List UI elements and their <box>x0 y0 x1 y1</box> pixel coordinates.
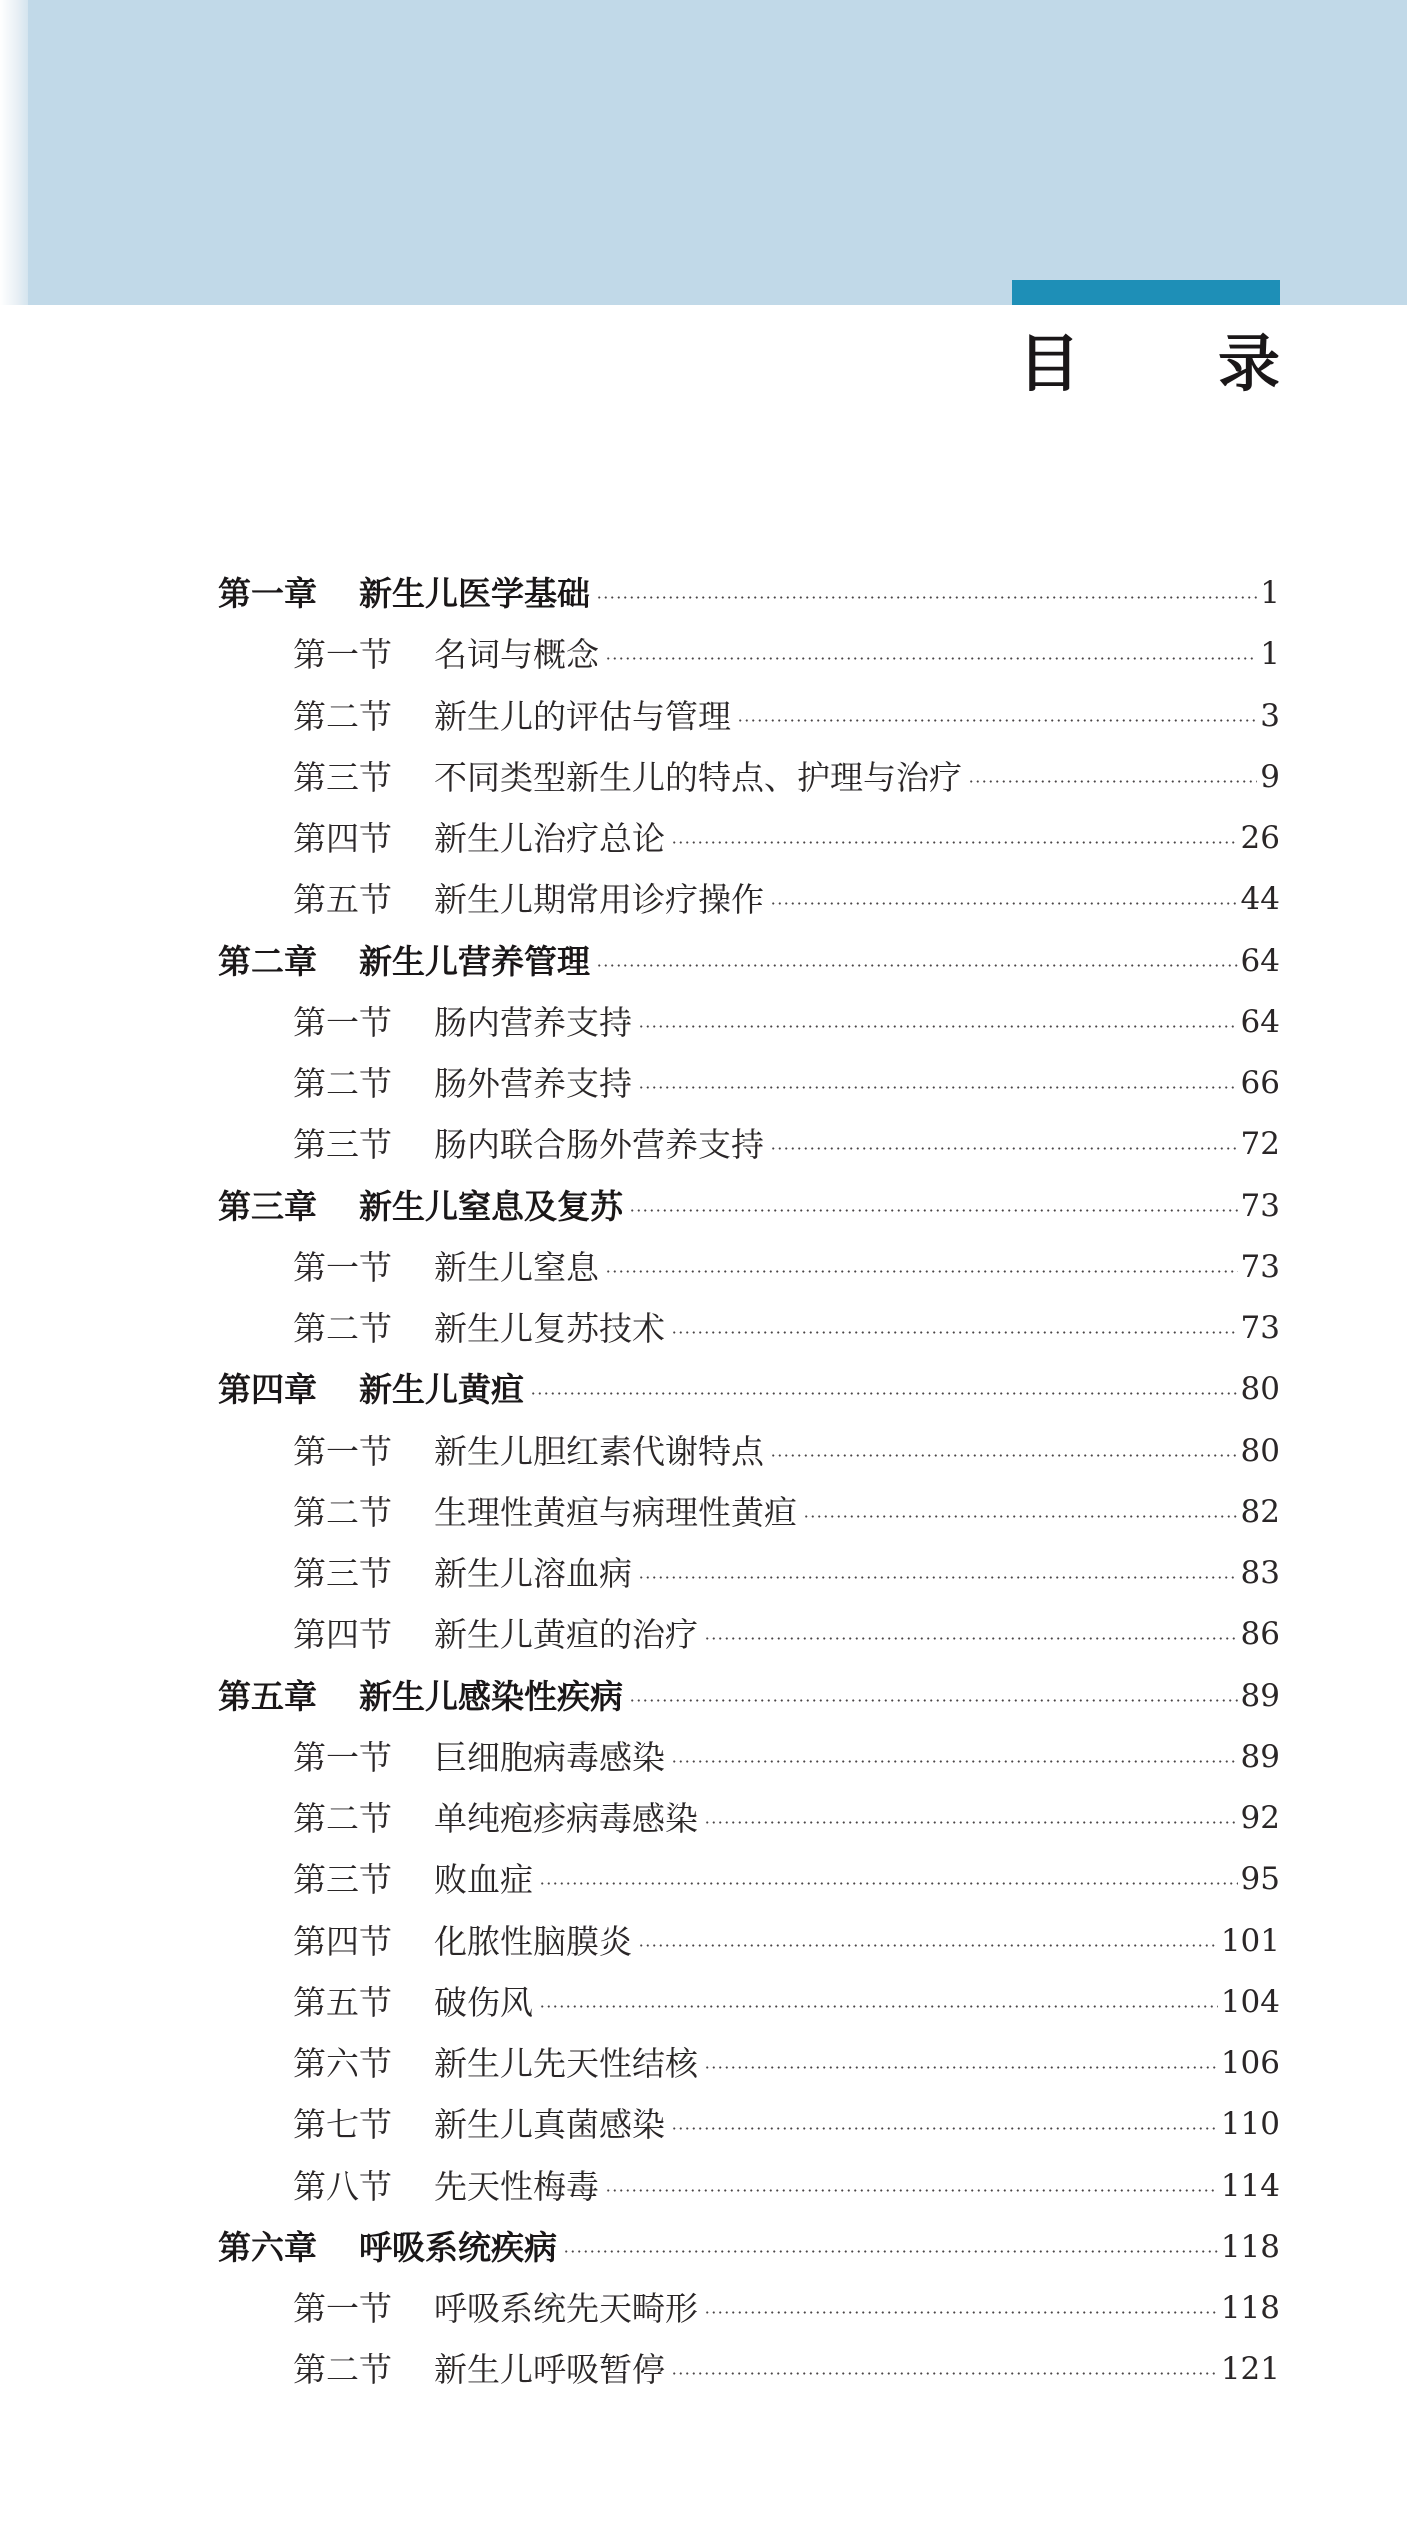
toc-page-number: 64 <box>1240 1003 1280 1040</box>
toc-entry-title: 肠内联合肠外营养支持 <box>434 1125 764 1165</box>
toc-chapter-entry[interactable] <box>218 931 1280 992</box>
toc-entry-number: 第二节 <box>293 1492 392 1532</box>
toc-dot-leader <box>671 841 1238 844</box>
toc-entry-number: 第六节 <box>293 2044 392 2084</box>
toc-page-number: 73 <box>1240 1248 1280 1285</box>
toc-dot-leader <box>770 1454 1238 1457</box>
toc-section-entry[interactable] <box>218 1482 1280 1543</box>
toc-section-entry[interactable] <box>218 1727 1280 1788</box>
toc-dot-leader <box>530 1392 1238 1395</box>
toc-dot-leader <box>596 596 1257 599</box>
toc-dot-leader <box>671 2372 1218 2375</box>
toc-dot-leader <box>539 1882 1238 1885</box>
page-title-char-2: 录 <box>1217 326 1280 400</box>
toc-dot-leader <box>563 2250 1218 2253</box>
toc-page-number: 106 <box>1220 2045 1280 2082</box>
toc-page-number: 104 <box>1220 1983 1280 2020</box>
header-accent-bar <box>1012 280 1280 305</box>
toc-entry-title: 新生儿医学基础 <box>359 574 590 614</box>
toc-entry-number: 第二节 <box>293 1309 392 1349</box>
toc-entry-title: 新生儿黄疸的治疗 <box>434 1615 698 1655</box>
toc-dot-leader <box>638 1576 1238 1579</box>
toc-page-number: 80 <box>1240 1371 1280 1408</box>
toc-chapter-entry[interactable] <box>218 2217 1280 2278</box>
toc-page-number: 82 <box>1240 1493 1280 1530</box>
toc-entry-title: 新生儿胆红素代谢特点 <box>434 1431 764 1471</box>
toc-entry-number: 第五节 <box>293 880 392 920</box>
toc-entry-number: 第一节 <box>293 1247 392 1287</box>
toc-page-number: 1 <box>1260 636 1280 673</box>
toc-dot-leader <box>968 780 1257 783</box>
toc-dot-leader <box>638 1025 1238 1028</box>
toc-page-number: 101 <box>1220 1922 1280 1959</box>
toc-page-number: 86 <box>1240 1616 1280 1653</box>
toc-page-number: 73 <box>1240 1310 1280 1347</box>
toc-section-entry[interactable] <box>218 1053 1280 1114</box>
toc-dot-leader <box>704 1821 1238 1824</box>
toc-page-number: 80 <box>1240 1432 1280 1469</box>
toc-entry-title: 单纯疱疹病毒感染 <box>434 1799 698 1839</box>
toc-page-number: 89 <box>1240 1738 1280 1775</box>
toc-section-entry[interactable] <box>218 1237 1280 1298</box>
toc-entry-number: 第一节 <box>293 1737 392 1777</box>
toc-page-number: 26 <box>1240 820 1280 857</box>
toc-entry-number: 第八节 <box>293 2166 392 2206</box>
toc-entry-number: 第一节 <box>293 635 392 675</box>
toc-page-number: 95 <box>1240 1861 1280 1898</box>
toc-page-number: 89 <box>1240 1677 1280 1714</box>
toc-section-entry[interactable] <box>218 1604 1280 1665</box>
toc-entry-number: 第二节 <box>293 1799 392 1839</box>
toc-page-number: 73 <box>1240 1187 1280 1224</box>
toc-chapter-entry[interactable] <box>218 1176 1280 1237</box>
page-title <box>1018 318 1280 398</box>
toc-entry-number: 第二节 <box>293 2350 392 2390</box>
toc-section-entry[interactable] <box>218 747 1280 808</box>
toc-page-number: 9 <box>1260 758 1280 795</box>
toc-entry-title: 化脓性脑膜炎 <box>434 1921 632 1961</box>
toc-section-entry[interactable] <box>218 1911 1280 1972</box>
toc-entry-number: 第三节 <box>293 1554 392 1594</box>
table-of-contents <box>218 563 1280 2401</box>
page-title-char-1: 目 <box>1018 326 1081 400</box>
toc-page-number: 3 <box>1260 697 1280 734</box>
toc-section-entry[interactable] <box>218 624 1280 685</box>
toc-entry-title: 名词与概念 <box>434 635 599 675</box>
toc-dot-leader <box>605 1270 1238 1273</box>
toc-entry-title: 肠外营养支持 <box>434 1064 632 1104</box>
toc-entry-title: 新生儿的评估与管理 <box>434 696 731 736</box>
toc-dot-leader <box>596 964 1238 967</box>
toc-section-entry[interactable] <box>218 1543 1280 1604</box>
toc-page-number: 44 <box>1240 881 1280 918</box>
toc-entry-number: 第三节 <box>293 1860 392 1900</box>
toc-entry-number: 第七节 <box>293 2105 392 2145</box>
toc-page-number: 66 <box>1240 1065 1280 1102</box>
toc-entry-title: 新生儿溶血病 <box>434 1554 632 1594</box>
toc-entry-number: 第二节 <box>293 1064 392 1104</box>
toc-entry-number: 第五章 <box>218 1676 317 1716</box>
toc-section-entry[interactable] <box>218 2278 1280 2339</box>
toc-dot-leader <box>605 657 1257 660</box>
toc-entry-number: 第三节 <box>293 1125 392 1165</box>
toc-entry-title: 新生儿先天性结核 <box>434 2044 698 2084</box>
toc-entry-title: 新生儿呼吸暂停 <box>434 2350 665 2390</box>
toc-entry-title: 新生儿感染性疾病 <box>359 1676 623 1716</box>
toc-section-entry[interactable] <box>218 1114 1280 1175</box>
toc-chapter-entry[interactable] <box>218 1359 1280 1420</box>
toc-entry-title: 巨细胞病毒感染 <box>434 1737 665 1777</box>
toc-entry-title: 新生儿真菌感染 <box>434 2105 665 2145</box>
toc-entry-number: 第一节 <box>293 1431 392 1471</box>
toc-entry-title: 败血症 <box>434 1860 533 1900</box>
toc-page-number: 72 <box>1240 1126 1280 1163</box>
toc-section-entry[interactable] <box>218 992 1280 1053</box>
toc-page-number: 118 <box>1220 2290 1280 2327</box>
toc-page-number: 83 <box>1240 1555 1280 1592</box>
toc-entry-title: 肠内营养支持 <box>434 1002 632 1042</box>
toc-entry-title: 新生儿营养管理 <box>359 941 590 981</box>
toc-page-number: 118 <box>1220 2228 1280 2265</box>
toc-section-entry[interactable] <box>218 2339 1280 2400</box>
toc-section-entry[interactable] <box>218 869 1280 930</box>
toc-section-entry[interactable] <box>218 1972 1280 2033</box>
toc-dot-leader <box>638 1086 1238 1089</box>
header-band <box>28 0 1407 305</box>
toc-dot-leader <box>539 2005 1218 2008</box>
toc-section-entry[interactable] <box>218 1849 1280 1910</box>
toc-dot-leader <box>605 2189 1218 2192</box>
toc-dot-leader <box>671 1331 1238 1334</box>
toc-entry-title: 新生儿黄疸 <box>359 1370 524 1410</box>
toc-chapter-entry[interactable] <box>218 1666 1280 1727</box>
toc-entry-number: 第二节 <box>293 696 392 736</box>
toc-section-entry[interactable] <box>218 2094 1280 2155</box>
toc-dot-leader <box>629 1209 1238 1212</box>
toc-dot-leader <box>770 1147 1238 1150</box>
toc-entry-title: 先天性梅毒 <box>434 2166 599 2206</box>
toc-dot-leader <box>704 1637 1238 1640</box>
toc-entry-title: 呼吸系统疾病 <box>359 2227 557 2267</box>
toc-entry-title: 新生儿期常用诊疗操作 <box>434 880 764 920</box>
toc-entry-number: 第六章 <box>218 2227 317 2267</box>
toc-section-entry[interactable] <box>218 2033 1280 2094</box>
toc-section-entry[interactable] <box>218 2156 1280 2217</box>
toc-chapter-entry[interactable] <box>218 563 1280 624</box>
toc-entry-number: 第三章 <box>218 1186 317 1226</box>
toc-section-entry[interactable] <box>218 686 1280 747</box>
toc-page-number: 110 <box>1220 2106 1280 2143</box>
toc-entry-number: 第四节 <box>293 1921 392 1961</box>
toc-entry-title: 新生儿窒息及复苏 <box>359 1186 623 1226</box>
toc-dot-leader <box>671 1760 1238 1763</box>
toc-entry-title: 生理性黄疸与病理性黄疸 <box>434 1492 797 1532</box>
toc-entry-title: 不同类型新生儿的特点、护理与治疗 <box>434 757 962 797</box>
toc-dot-leader <box>770 902 1238 905</box>
toc-dot-leader <box>803 1515 1238 1518</box>
toc-page-number: 1 <box>1260 575 1280 612</box>
toc-entry-number: 第二章 <box>218 941 317 981</box>
toc-page-number: 64 <box>1240 942 1280 979</box>
toc-section-entry[interactable] <box>218 1788 1280 1849</box>
toc-dot-leader <box>704 2066 1218 2069</box>
toc-entry-title: 新生儿窒息 <box>434 1247 599 1287</box>
toc-entry-number: 第四节 <box>293 819 392 859</box>
toc-page-number: 114 <box>1220 2167 1280 2204</box>
toc-entry-number: 第一章 <box>218 574 317 614</box>
toc-dot-leader <box>704 2311 1218 2314</box>
toc-entry-title: 新生儿治疗总论 <box>434 819 665 859</box>
toc-page-number: 121 <box>1220 2351 1280 2388</box>
toc-entry-number: 第一节 <box>293 1002 392 1042</box>
toc-entry-number: 第四章 <box>218 1370 317 1410</box>
toc-dot-leader <box>737 719 1257 722</box>
toc-section-entry[interactable] <box>218 1298 1280 1359</box>
toc-section-entry[interactable] <box>218 808 1280 869</box>
toc-dot-leader <box>638 1944 1218 1947</box>
toc-page-number: 92 <box>1240 1800 1280 1837</box>
toc-entry-title: 新生儿复苏技术 <box>434 1309 665 1349</box>
toc-entry-title: 破伤风 <box>434 1982 533 2022</box>
toc-entry-number: 第一节 <box>293 2289 392 2329</box>
toc-entry-number: 第五节 <box>293 1982 392 2022</box>
toc-section-entry[interactable] <box>218 1421 1280 1482</box>
toc-dot-leader <box>629 1699 1238 1702</box>
toc-dot-leader <box>671 2127 1218 2130</box>
page-edge-shadow <box>0 0 28 305</box>
toc-entry-number: 第四节 <box>293 1615 392 1655</box>
toc-entry-number: 第三节 <box>293 757 392 797</box>
toc-entry-title: 呼吸系统先天畸形 <box>434 2289 698 2329</box>
